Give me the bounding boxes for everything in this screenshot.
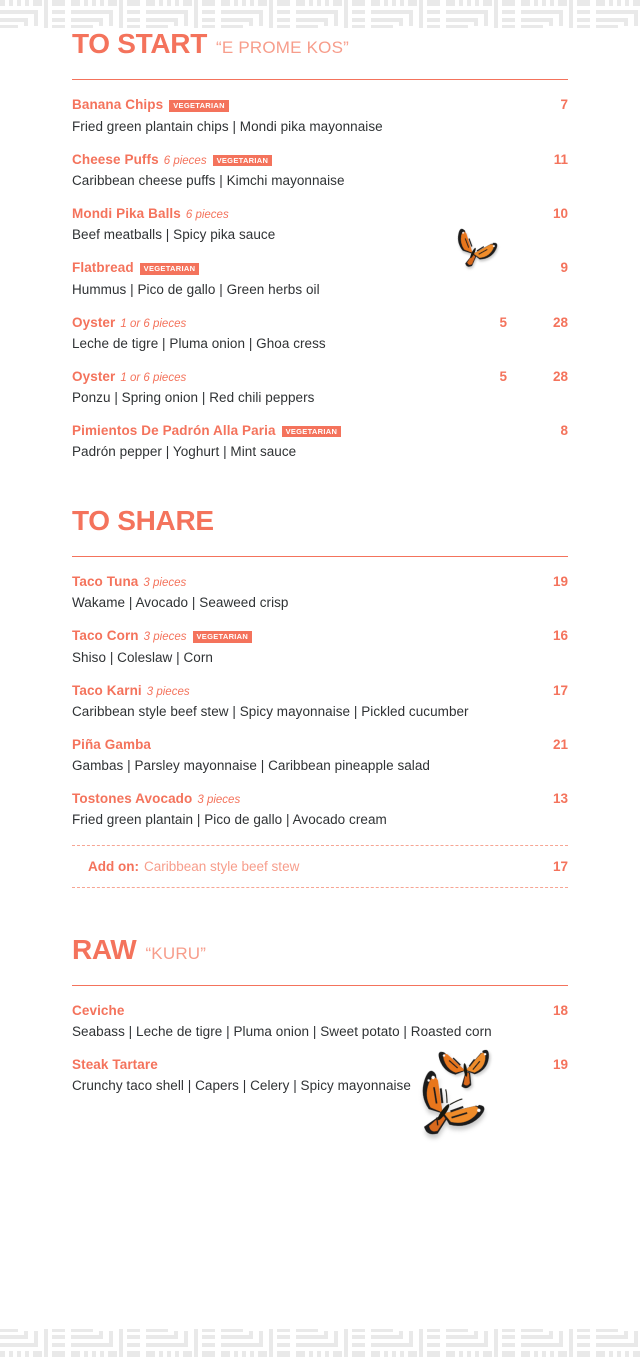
menu-item-name: Banana Chips bbox=[72, 97, 164, 112]
pattern-motif bbox=[519, 0, 594, 30]
menu-section bbox=[72, 30, 568, 459]
menu-item-quantity: 3 pieces bbox=[146, 685, 190, 698]
pattern-motif bbox=[444, 1327, 519, 1357]
menu-item-quantity: 3 pieces bbox=[143, 631, 187, 643]
add-on-row[interactable] bbox=[72, 845, 568, 888]
menu-item-heading bbox=[72, 737, 568, 752]
section-gap bbox=[72, 477, 568, 507]
menu-item-quantity: 6 pieces bbox=[163, 154, 207, 167]
menu-item-quantity: 1 or 6 pieces bbox=[120, 371, 187, 384]
add-on-price: 17 bbox=[552, 858, 568, 874]
menu-item-price: 11 bbox=[553, 151, 568, 167]
menu-item-name: Mondi Pika Balls bbox=[72, 206, 181, 221]
menu-item-name: Taco Corn bbox=[72, 628, 139, 643]
menu-item-price-single-unit: 5 bbox=[499, 314, 507, 330]
menu-item-name: Flatbread bbox=[72, 260, 134, 275]
section-header bbox=[72, 507, 568, 535]
pattern-motif bbox=[519, 1327, 594, 1357]
vegetarian-badge: VEGETARIAN bbox=[193, 631, 253, 643]
menu-item-price: 8 bbox=[560, 422, 568, 438]
menu-content bbox=[0, 30, 640, 1111]
menu-item-list bbox=[72, 97, 568, 459]
menu-item[interactable] bbox=[72, 737, 568, 773]
section-title: TO SHARE bbox=[72, 505, 214, 536]
menu-item-quantity: 6 pieces bbox=[185, 209, 229, 221]
pattern-motif bbox=[144, 1327, 219, 1357]
menu-item-price-six-unit: 28 bbox=[552, 368, 568, 384]
menu-item-heading bbox=[72, 1003, 568, 1018]
section-title: RAW bbox=[72, 933, 137, 965]
menu-item[interactable] bbox=[72, 260, 568, 297]
vegetarian-badge: VEGETARIAN bbox=[140, 263, 200, 275]
menu-sections bbox=[72, 30, 568, 1093]
menu-item-heading bbox=[72, 1057, 568, 1072]
menu-item-description: Leche de tigre | Pluma onion | Ghoa cress bbox=[72, 335, 326, 351]
menu-item-description: Padrón pepper | Yoghurt | Mint sauce bbox=[72, 444, 297, 459]
menu-item-heading bbox=[72, 260, 568, 276]
menu-section bbox=[72, 933, 568, 1093]
menu-item-heading bbox=[72, 152, 568, 168]
menu-item-description: Gambas | Parsley mayonnaise | Caribbean pineapple salad bbox=[72, 757, 430, 773]
menu-item[interactable] bbox=[72, 206, 568, 242]
menu-item-list bbox=[72, 1003, 568, 1093]
menu-item-price-single-unit: 5 bbox=[499, 368, 507, 384]
menu-item[interactable] bbox=[72, 369, 568, 405]
greek-key-pattern bbox=[0, 0, 640, 30]
menu-item[interactable] bbox=[72, 574, 568, 610]
menu-item-description: Fried green plantain | Pico de gallo | Avocado cream bbox=[72, 811, 387, 827]
pattern-motif bbox=[69, 0, 144, 30]
menu-item-heading bbox=[72, 683, 568, 698]
menu-item-description: Caribbean style beef stew | Spicy mayonnaise | Pickled cucumber bbox=[72, 703, 469, 719]
menu-item[interactable] bbox=[72, 1057, 568, 1093]
pattern-motif bbox=[144, 0, 219, 30]
menu-item-description: Beef meatballs | Spicy pika sauce bbox=[72, 227, 276, 242]
menu-item-heading bbox=[72, 206, 568, 221]
menu-item-price: 13 bbox=[552, 790, 568, 806]
menu-item-quantity: 3 pieces bbox=[143, 577, 187, 589]
menu-item-name: Taco Tuna bbox=[72, 574, 139, 589]
pattern-motif bbox=[369, 0, 444, 30]
menu-item-heading bbox=[72, 369, 568, 384]
pattern-motif bbox=[0, 1327, 69, 1357]
menu-item[interactable] bbox=[72, 683, 568, 719]
menu-item[interactable] bbox=[72, 423, 568, 460]
section-divider bbox=[72, 556, 568, 557]
menu-section bbox=[72, 507, 568, 888]
pattern-motif bbox=[444, 0, 519, 30]
menu-item-description: Seabass | Leche de tigre | Pluma onion | Sweet potato | Roasted corn bbox=[72, 1023, 492, 1039]
menu-item[interactable] bbox=[72, 628, 568, 665]
menu-item-name: Oyster bbox=[72, 314, 116, 330]
menu-item-description: Crunchy taco shell | Capers | Celery | Spicy mayonnaise bbox=[72, 1077, 411, 1093]
pattern-motif bbox=[294, 1327, 369, 1357]
menu-item-heading bbox=[72, 97, 568, 113]
menu-item-price: 21 bbox=[552, 736, 568, 752]
decorative-border-bottom bbox=[0, 1327, 640, 1357]
menu-item-list bbox=[72, 574, 568, 827]
menu-item-price: 18 bbox=[552, 1002, 568, 1018]
menu-item-quantity: 3 pieces bbox=[197, 793, 241, 806]
pattern-motif bbox=[219, 0, 294, 30]
menu-item-price: 7 bbox=[560, 97, 568, 112]
menu-item[interactable] bbox=[72, 1003, 568, 1039]
menu-item-name: Steak Tartare bbox=[72, 1056, 158, 1072]
menu-item-description: Ponzu | Spring onion | Red chili peppers bbox=[72, 389, 315, 405]
menu-item-description: Hummus | Pico de gallo | Green herbs oil bbox=[72, 281, 320, 297]
menu-item-price: 16 bbox=[552, 628, 568, 643]
menu-item-heading bbox=[72, 423, 568, 439]
menu-item-price: 9 bbox=[560, 260, 568, 275]
menu-item[interactable] bbox=[72, 97, 568, 134]
menu-item-name: Cheese Puffs bbox=[72, 151, 159, 167]
add-on-text: Caribbean style beef stew bbox=[143, 858, 300, 874]
section-header bbox=[72, 30, 568, 58]
menu-item-name: Oyster bbox=[72, 368, 116, 384]
menu-item-name: Taco Karni bbox=[72, 682, 142, 698]
menu-item-name: Pimientos De Padrón Alla Paria bbox=[72, 422, 276, 438]
greek-key-pattern bbox=[0, 1327, 640, 1357]
pattern-motif bbox=[294, 0, 369, 30]
pattern-motif bbox=[69, 1327, 144, 1357]
vegetarian-badge: VEGETARIAN bbox=[213, 155, 273, 167]
menu-item-price-six-unit: 28 bbox=[552, 314, 568, 330]
menu-item-price: 10 bbox=[552, 206, 568, 221]
menu-item-name: Ceviche bbox=[72, 1002, 125, 1018]
menu-item-heading bbox=[72, 315, 568, 330]
menu-item-name: Piña Gamba bbox=[72, 736, 152, 752]
pattern-motif bbox=[594, 1327, 640, 1357]
menu-item-name: Tostones Avocado bbox=[72, 790, 193, 806]
menu-item-heading bbox=[72, 628, 568, 644]
vegetarian-badge: VEGETARIAN bbox=[282, 426, 342, 438]
section-subtitle: “E PROME KOS” bbox=[216, 38, 349, 57]
menu-item[interactable] bbox=[72, 152, 568, 189]
menu-item-price: 19 bbox=[552, 1056, 568, 1072]
menu-item-description: Caribbean cheese puffs | Kimchi mayonnaise bbox=[72, 173, 345, 188]
pattern-motif bbox=[594, 0, 640, 30]
menu-item-heading bbox=[72, 791, 568, 806]
pattern-motif bbox=[219, 1327, 294, 1357]
menu-item[interactable] bbox=[72, 791, 568, 827]
menu-item-price: 17 bbox=[552, 682, 568, 698]
section-divider bbox=[72, 985, 568, 986]
add-on-label: Add on: bbox=[88, 858, 139, 874]
section-title: TO START bbox=[72, 28, 208, 59]
section-gap bbox=[72, 906, 568, 936]
pattern-motif bbox=[0, 0, 69, 30]
menu-item[interactable] bbox=[72, 315, 568, 351]
section-subtitle: “KURU” bbox=[145, 943, 207, 963]
menu-item-description: Fried green plantain chips | Mondi pika mayonnaise bbox=[72, 118, 383, 134]
vegetarian-badge: VEGETARIAN bbox=[169, 100, 229, 112]
decorative-border-top bbox=[0, 0, 640, 30]
menu-item-heading bbox=[72, 574, 568, 589]
menu-item-price: 19 bbox=[552, 574, 568, 589]
section-divider bbox=[72, 79, 568, 80]
pattern-motif bbox=[369, 1327, 444, 1357]
section-header bbox=[72, 933, 568, 965]
menu-item-description: Wakame | Avocado | Seaweed crisp bbox=[72, 595, 289, 610]
menu-item-quantity: 1 or 6 pieces bbox=[120, 317, 187, 330]
menu-item-description: Shiso | Coleslaw | Corn bbox=[72, 649, 213, 665]
